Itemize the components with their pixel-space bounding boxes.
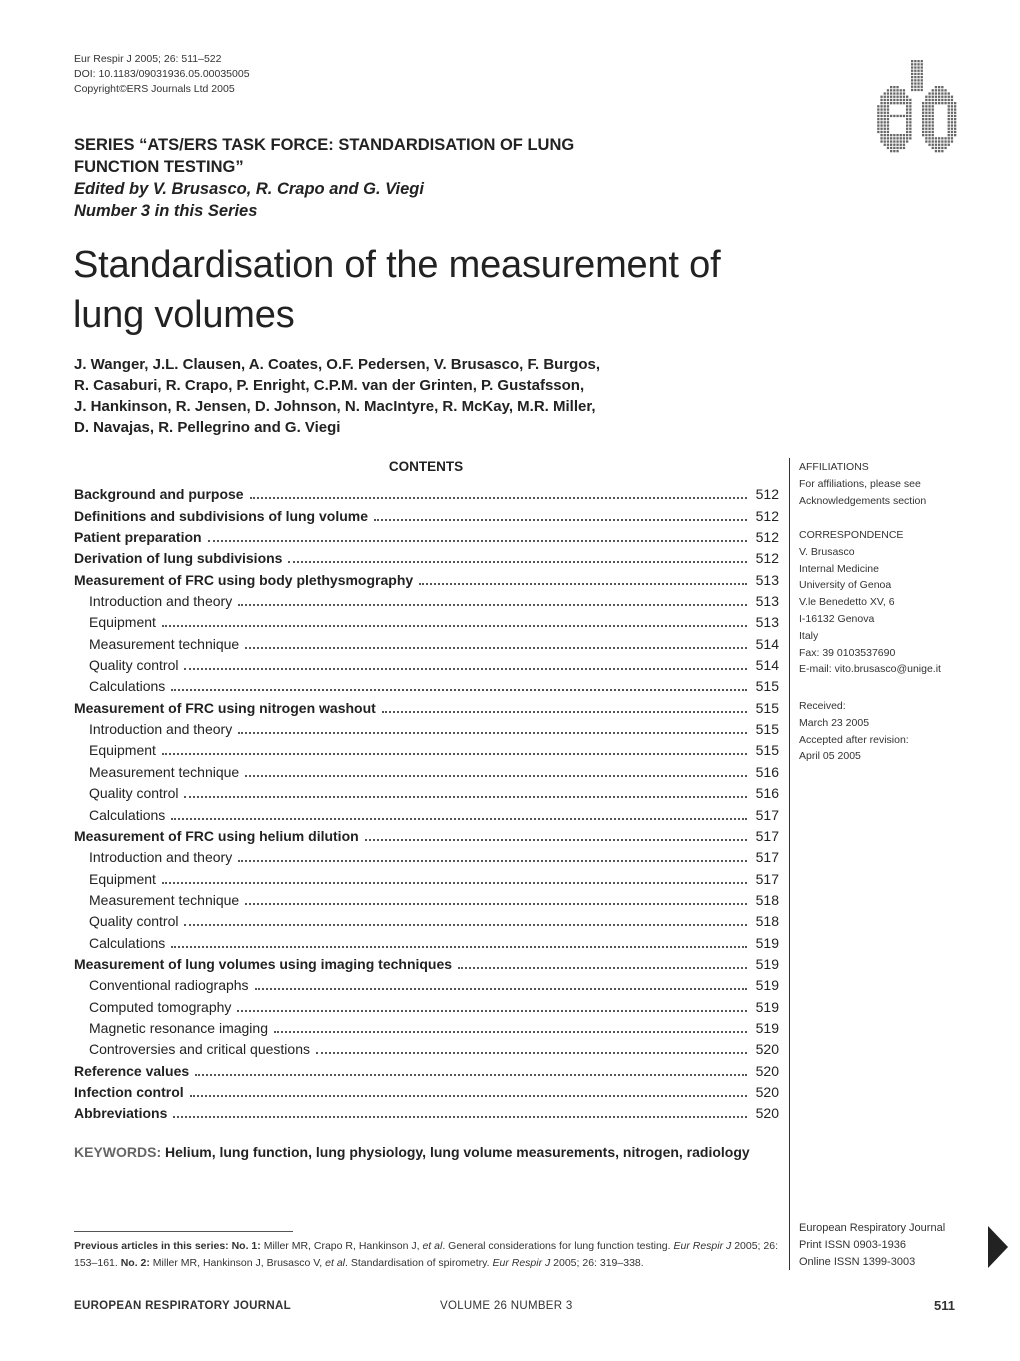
toc-page: 520	[755, 1105, 779, 1122]
toc-label: Quality control	[89, 657, 179, 674]
toc-subsection[interactable]	[74, 758, 779, 779]
affiliations-heading: AFFILIATIONS	[799, 461, 869, 473]
toc-leader-dots	[190, 1089, 747, 1097]
correspondence-line: E-mail: vito.brusasco@unige.it	[799, 663, 941, 676]
correspondence-line: Internal Medicine	[799, 562, 879, 575]
footer-volume: VOLUME 26 NUMBER 3	[440, 1300, 573, 1312]
article-2-etal: et al	[325, 1257, 346, 1269]
toc-label: Computed tomography	[89, 998, 232, 1015]
contents-heading: CONTENTS	[388, 459, 464, 474]
toc-page: 512	[755, 507, 779, 524]
toc-subsection[interactable]	[74, 609, 779, 630]
series-editors: Edited by V. Brusasco, R. Crapo and G. Viegi	[74, 180, 424, 198]
toc-label: Conventional radiographs	[89, 977, 249, 994]
journal-info	[799, 1220, 945, 1271]
toc-page: 513	[755, 593, 779, 610]
footnote-no2: No. 2:	[120, 1257, 150, 1269]
keywords-text: Helium, lung function, lung physiology, lung volume measurements, nitrogen, radiology	[165, 1144, 750, 1160]
toc-page: 518	[755, 913, 779, 930]
toc-subsection[interactable]	[74, 780, 779, 801]
correspondence-line: V.le Benedetto XV, 6	[799, 596, 895, 609]
toc-page: 519	[755, 977, 779, 994]
sidebar-divider	[789, 458, 790, 1270]
received-label: Received:	[799, 700, 846, 712]
accepted-date: April 05 2005	[799, 750, 861, 763]
toc-subsection[interactable]	[74, 1036, 779, 1057]
toc-page: 513	[755, 571, 779, 588]
correspondence-line: V. Brusasco	[799, 545, 855, 558]
toc-subsection[interactable]	[74, 908, 779, 929]
toc-page: 515	[755, 699, 779, 716]
toc-leader-dots	[250, 491, 747, 499]
series-line-2: FUNCTION TESTING”	[74, 158, 244, 176]
toc-leader-dots	[238, 598, 747, 606]
toc-section[interactable]	[74, 502, 779, 523]
toc-label: Introduction and theory	[89, 721, 233, 738]
toc-leader-dots	[171, 812, 747, 820]
toc-page: 515	[755, 678, 779, 695]
toc-page: 514	[755, 657, 779, 674]
toc-leader-dots	[382, 705, 747, 713]
toc-label: Magnetic resonance imaging	[89, 1019, 268, 1036]
page-number: 511	[934, 1298, 955, 1313]
ers-logo-icon	[872, 56, 962, 156]
toc-leader-dots	[162, 619, 747, 627]
article-2-authors: Miller MR, Hankinson J, Brusasco V,	[149, 1257, 326, 1269]
toc-page: 519	[755, 955, 779, 972]
copyright: Copyright©ERS Journals Ltd 2005	[74, 83, 235, 95]
toc-section[interactable]	[74, 1079, 779, 1100]
toc-page: 517	[755, 827, 779, 844]
doi: DOI: 10.1183/09031936.05.00035005	[74, 68, 250, 80]
toc-leader-dots	[237, 1004, 747, 1012]
next-page-arrow-icon[interactable]	[988, 1226, 1008, 1268]
authors-line-1: J. Wanger, J.L. Clausen, A. Coates, O.F. Pedersen, V. Brusasco, F. Burgos,	[74, 356, 600, 373]
affiliations-line-2: Acknowledgements section	[799, 494, 927, 507]
toc-subsection[interactable]	[74, 929, 779, 950]
toc-page: 515	[755, 742, 779, 759]
authors-line-4: D. Navajas, R. Pellegrino and G. Viegi	[74, 419, 341, 436]
toc-leader-dots	[184, 790, 747, 798]
print-issn: Print ISSN 0903-1936	[799, 1239, 907, 1251]
affiliations-line-1: For affiliations, please see	[799, 477, 921, 490]
toc-leader-dots	[274, 1025, 747, 1033]
correspondence-lines	[799, 544, 949, 678]
toc-leader-dots	[238, 854, 747, 862]
article-1-journal: Eur Respir J	[673, 1240, 732, 1252]
toc-leader-dots	[238, 726, 747, 734]
previous-articles-footnote	[74, 1238, 778, 1272]
received-date: March 23 2005	[799, 716, 870, 729]
toc-leader-dots	[458, 961, 747, 969]
toc-subsection[interactable]	[74, 887, 779, 908]
toc-page: 515	[755, 721, 779, 738]
toc-label: Measurement of FRC using helium dilution	[74, 827, 359, 844]
title-line-1: Standardisation of the measurement of	[73, 244, 721, 286]
toc-label: Measurement of lung volumes using imaging techniques	[74, 955, 453, 972]
citation-block	[74, 52, 250, 97]
correspondence-heading: CORRESPONDENCE	[799, 529, 904, 541]
toc-page: 512	[755, 529, 779, 546]
footnote-lead: Previous articles in this series: No. 1:	[74, 1240, 261, 1252]
toc-leader-dots	[288, 555, 747, 563]
article-1-ref: 2005; 26: 153–161.	[74, 1240, 778, 1269]
toc-section[interactable]	[74, 481, 779, 502]
article-2-journal: Eur Respir J	[492, 1257, 551, 1269]
toc-page: 520	[755, 1083, 779, 1100]
article-1-title: . General considerations for lung function testing.	[442, 1240, 674, 1252]
toc-page: 518	[755, 891, 779, 908]
toc-subsection[interactable]	[74, 993, 779, 1014]
footnote-rule	[74, 1231, 293, 1232]
toc-leader-dots	[365, 833, 747, 841]
toc-subsection[interactable]	[74, 844, 779, 865]
series-number: Number 3 in this Series	[74, 202, 258, 220]
toc-leader-dots	[245, 769, 747, 777]
article-1-authors: Miller MR, Crapo R, Hankinson J,	[260, 1240, 423, 1252]
toc-leader-dots	[184, 918, 747, 926]
journal-name: European Respiratory Journal	[799, 1222, 946, 1234]
toc-label: Equipment	[89, 870, 156, 887]
article-1-etal: et al	[422, 1240, 443, 1252]
toc-leader-dots	[255, 982, 747, 990]
online-issn: Online ISSN 1399-3003	[799, 1256, 916, 1268]
toc-label: Measurement technique	[89, 635, 240, 652]
toc-label: Measurement of FRC using body plethysmography	[74, 571, 414, 588]
toc-page: 514	[755, 635, 779, 652]
citation: Eur Respir J 2005; 26: 511–522	[74, 53, 222, 65]
toc-label: Measurement technique	[89, 891, 240, 908]
toc-page: 517	[755, 849, 779, 866]
article-title	[73, 240, 773, 340]
toc-label: Reference values	[74, 1062, 190, 1079]
toc-subsection[interactable]	[74, 1015, 779, 1036]
toc-section[interactable]	[74, 566, 779, 587]
toc-leader-dots	[173, 1110, 747, 1118]
toc-label: Abbreviations	[74, 1105, 168, 1122]
toc-leader-dots	[162, 876, 747, 884]
toc-label: Background and purpose	[74, 486, 244, 503]
correspondence-line: Fax: 39 0103537690	[799, 646, 896, 659]
toc-leader-dots	[171, 683, 747, 691]
toc-section[interactable]	[74, 694, 779, 715]
toc-page: 519	[755, 998, 779, 1015]
series-heading	[74, 134, 754, 222]
footer-journal: EUROPEAN RESPIRATORY JOURNAL	[74, 1300, 291, 1312]
toc-leader-dots	[245, 897, 747, 905]
toc-leader-dots	[208, 534, 747, 542]
toc-leader-dots	[316, 1046, 747, 1054]
toc-section[interactable]	[74, 524, 779, 545]
toc-subsection[interactable]	[74, 737, 779, 758]
toc-label: Introduction and theory	[89, 849, 233, 866]
authors	[74, 354, 774, 438]
table-of-contents	[74, 481, 779, 1121]
series-line-1: SERIES “ATS/ERS TASK FORCE: STANDARDISATION OF LUNG	[74, 136, 575, 154]
article-2-title: . Standardisation of spirometry.	[345, 1257, 493, 1269]
toc-page: 517	[755, 870, 779, 887]
toc-subsection[interactable]	[74, 865, 779, 886]
toc-label: Quality control	[89, 785, 179, 802]
toc-section[interactable]	[74, 1100, 779, 1121]
toc-leader-dots	[374, 513, 747, 521]
toc-label: Controversies and critical questions	[89, 1041, 310, 1058]
toc-page: 520	[755, 1041, 779, 1058]
toc-page: 519	[755, 934, 779, 951]
toc-subsection[interactable]	[74, 972, 779, 993]
toc-label: Definitions and subdivisions of lung volume	[74, 507, 369, 524]
toc-label: Patient preparation	[74, 529, 202, 546]
toc-label: Calculations	[89, 678, 166, 695]
toc-page: 519	[755, 1019, 779, 1036]
correspondence	[799, 527, 949, 678]
keywords-label: KEYWORDS:	[74, 1144, 162, 1160]
correspondence-line: I-16132 Genova	[799, 612, 875, 625]
toc-page: 512	[755, 486, 779, 503]
toc-page: 513	[755, 614, 779, 631]
dates	[799, 698, 949, 765]
keywords	[74, 1142, 778, 1163]
authors-line-3: J. Hankinson, R. Jensen, D. Johnson, N. MacIntyre, R. McKay, M.R. Miller,	[74, 398, 596, 415]
accepted-label: Accepted after revision:	[799, 733, 909, 746]
toc-leader-dots	[245, 641, 747, 649]
toc-subsection[interactable]	[74, 801, 779, 822]
toc-subsection[interactable]	[74, 588, 779, 609]
toc-label: Quality control	[89, 913, 179, 930]
toc-subsection[interactable]	[74, 652, 779, 673]
toc-label: Equipment	[89, 614, 156, 631]
toc-page: 512	[755, 550, 779, 567]
toc-subsection[interactable]	[74, 716, 779, 737]
toc-page: 516	[755, 763, 779, 780]
toc-label: Introduction and theory	[89, 593, 233, 610]
toc-leader-dots	[171, 940, 747, 948]
toc-label: Measurement of FRC using nitrogen washout	[74, 699, 376, 716]
authors-line-2: R. Casaburi, R. Crapo, P. Enright, C.P.M. van der Grinten, P. Gustafsson,	[74, 377, 585, 394]
toc-section[interactable]	[74, 823, 779, 844]
affiliations	[799, 459, 949, 509]
toc-section[interactable]	[74, 545, 779, 566]
toc-label: Measurement technique	[89, 763, 240, 780]
toc-label: Equipment	[89, 742, 156, 759]
toc-subsection[interactable]	[74, 630, 779, 651]
toc-leader-dots	[195, 1068, 747, 1076]
toc-leader-dots	[419, 577, 747, 585]
toc-page: 516	[755, 785, 779, 802]
toc-page: 520	[755, 1062, 779, 1079]
title-line-2: lung volumes	[73, 294, 295, 336]
toc-label: Derivation of lung subdivisions	[74, 550, 283, 567]
toc-label: Infection control	[74, 1083, 184, 1100]
correspondence-line: University of Genoa	[799, 579, 892, 592]
toc-page: 517	[755, 806, 779, 823]
toc-subsection[interactable]	[74, 673, 779, 694]
toc-label: Calculations	[89, 806, 166, 823]
article-2-ref: 2005; 26: 319–338.	[550, 1257, 644, 1269]
correspondence-line: Italy	[799, 629, 819, 642]
toc-label: Calculations	[89, 934, 166, 951]
toc-section[interactable]	[74, 1057, 779, 1078]
toc-section[interactable]	[74, 951, 779, 972]
toc-leader-dots	[184, 662, 747, 670]
toc-leader-dots	[162, 747, 747, 755]
